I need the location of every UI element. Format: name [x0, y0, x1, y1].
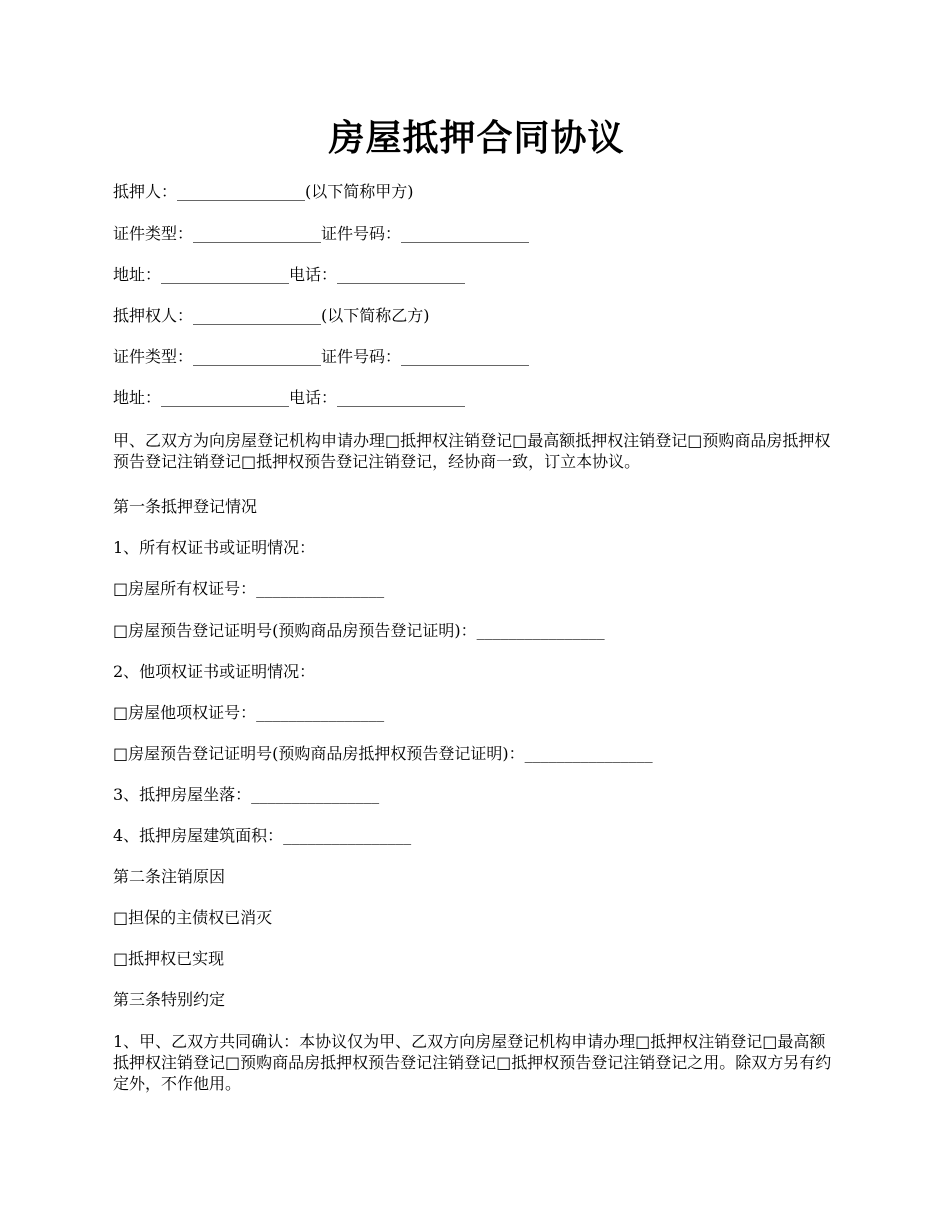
presale-mortgage-certificate-number: □房屋预告登记证明号(预购商品房抵押权预告登记证明)：________________ — [113, 744, 653, 763]
property-location-line: 3、抵押房屋坐落：________________ — [113, 785, 380, 804]
intro-paragraph: 甲、乙双方为向房屋登记机构申请办理□抵押权注销登记□最高额抵押权注销登记□预购商品房抵押权预告登记注销登记□抵押权预告登记注销登记，经协商一致，订立本协议。 — [113, 431, 831, 471]
mortgagee-line: 抵押权人：________________(以下简称乙方) — [113, 306, 430, 325]
special-agreement-paragraph: 1、甲、乙双方共同确认：本协议仅为甲、乙双方向房屋登记机构申请办理□抵押权注销登记□最高额抵押权注销登记□预购商品房抵押权预告登记注销登记□抵押权预告登记注销登记之用。除双方另有约定外，不作他用。 — [113, 1032, 832, 1093]
cancellation-reason-debt-extinguished: □担保的主债权已消灭 — [113, 908, 273, 927]
property-area-line: 4、抵押房屋建筑面积：________________ — [113, 826, 412, 845]
other-rights-certificate-number: □房屋他项权证号：________________ — [113, 703, 385, 722]
presale-certificate-number: □房屋预告登记证明号(预购商品房预告登记证明)：________________ — [113, 621, 605, 640]
ownership-certificate-number: □房屋所有权证号：________________ — [113, 579, 385, 598]
mortgagee-address-line: 地址：________________电话：________________ — [113, 388, 466, 407]
other-rights-heading: 2、他项权证书或证明情况： — [113, 662, 316, 681]
document-title: 房屋抵押合同协议 — [328, 117, 625, 159]
mortgagor-address-line: 地址：________________电话：________________ — [113, 265, 466, 284]
ownership-certificate-heading: 1、所有权证书或证明情况： — [113, 538, 316, 557]
mortgagor-id-line: 证件类型：________________证件号码：________________ — [113, 224, 530, 243]
article-three-heading: 第三条特别约定 — [113, 990, 226, 1009]
mortgagor-line: 抵押人：________________(以下简称甲方) — [113, 182, 414, 201]
article-one-heading: 第一条抵押登记情况 — [113, 497, 258, 516]
mortgagee-id-line: 证件类型：________________证件号码：________________ — [113, 347, 530, 366]
article-two-heading: 第二条注销原因 — [113, 867, 226, 886]
cancellation-reason-mortgage-realized: □抵押权已实现 — [113, 949, 225, 968]
